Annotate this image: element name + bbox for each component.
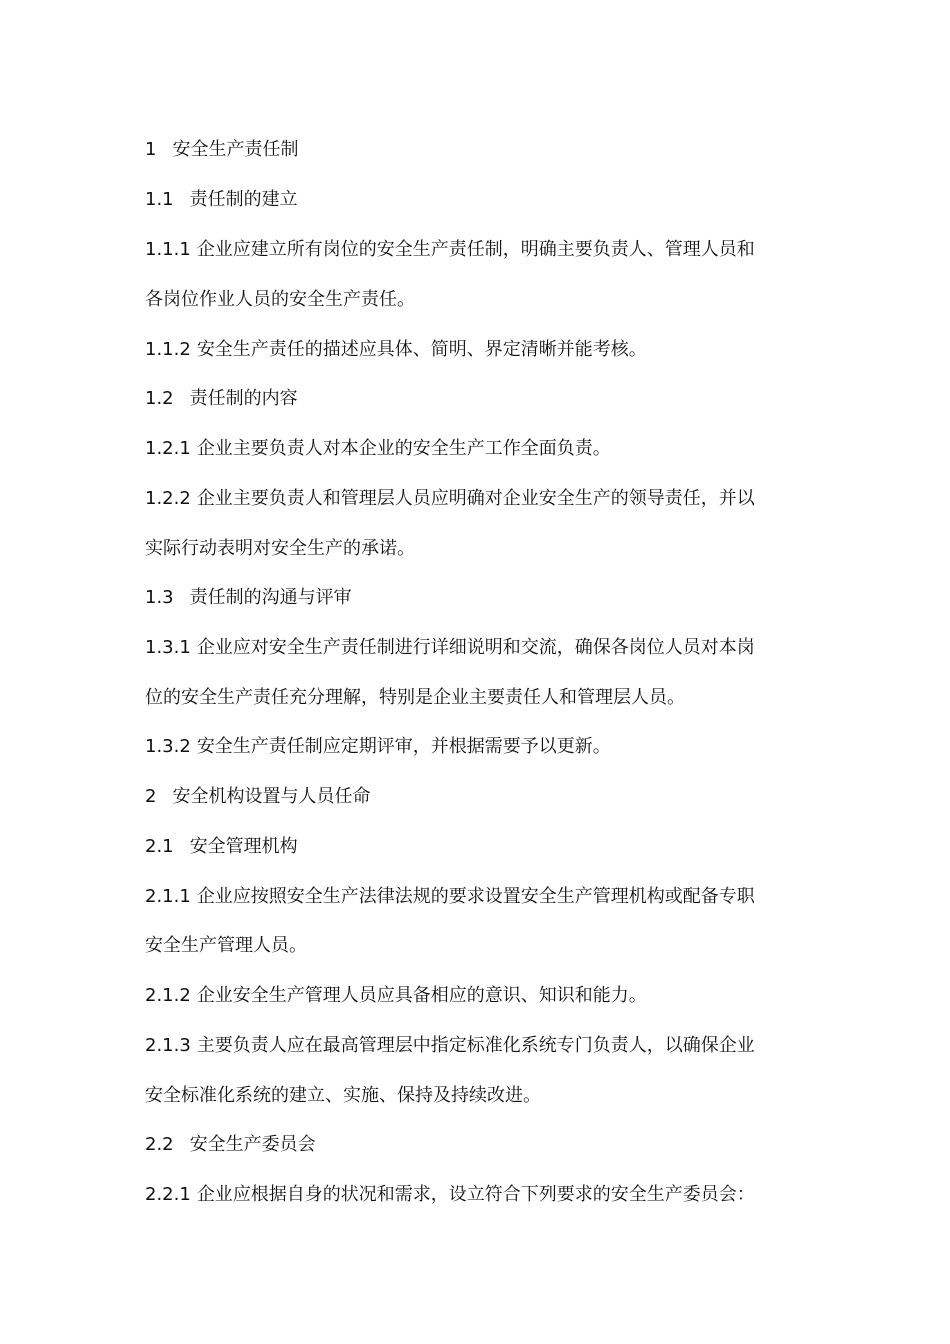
clause-text: 主要负责人应在最高管理层中指定标准化系统专门负责人，以确保企业 <box>196 1035 755 1056</box>
clause-number: 2.1.3 <box>145 1035 191 1056</box>
clause-number: 2.2.1 <box>145 1184 191 1205</box>
clause-text: 安全标准化系统的建立、实施、保持及持续改进。 <box>145 1085 541 1106</box>
clause-continuation <box>145 686 815 710</box>
clause-text: 企业安全生产管理人员应具备相应的意识、知识和能力。 <box>196 985 647 1006</box>
section-heading-1 <box>145 138 815 162</box>
clause-1-2-1 <box>145 437 815 461</box>
clause-text: 企业主要负责人和管理层人员应明确对企业安全生产的领导责任，并以 <box>196 488 755 509</box>
section-number: 1.3 <box>145 587 174 608</box>
clause-text: 安全生产管理人员。 <box>145 935 307 956</box>
clause-number: 1.1.1 <box>145 239 191 260</box>
section-heading-2-1 <box>145 835 815 859</box>
clause-1-1-1 <box>145 238 815 262</box>
section-title: 责任制的建立 <box>189 189 298 210</box>
clause-text: 各岗位作业人员的安全生产责任。 <box>145 289 415 310</box>
clause-1-3-2 <box>145 735 815 759</box>
clause-1-3-1 <box>145 636 815 660</box>
section-heading-1-3 <box>145 586 815 610</box>
clause-number: 1.3.1 <box>145 637 191 658</box>
clause-continuation <box>145 537 815 561</box>
clause-text: 企业应对安全生产责任制进行详细说明和交流，确保各岗位人员对本岗 <box>196 637 755 658</box>
section-number: 1 <box>145 139 157 160</box>
section-number: 1.2 <box>145 388 174 409</box>
section-title: 安全管理机构 <box>189 836 298 857</box>
section-heading-1-1 <box>145 188 815 212</box>
clause-number: 2.1.1 <box>145 886 191 907</box>
clause-number: 1.3.2 <box>145 736 191 757</box>
section-title: 安全生产委员会 <box>189 1134 316 1155</box>
clause-text: 实际行动表明对安全生产的承诺。 <box>145 538 415 559</box>
clause-text: 安全生产责任制应定期评审，并根据需要予以更新。 <box>196 736 611 757</box>
clause-continuation <box>145 1084 815 1108</box>
clause-text: 企业应根据自身的状况和需求，设立符合下列要求的安全生产委员会： <box>196 1184 755 1205</box>
section-heading-2 <box>145 785 815 809</box>
clause-2-2-1 <box>145 1183 815 1207</box>
clause-text: 位的安全生产责任充分理解，特别是企业主要责任人和管理层人员。 <box>145 687 685 708</box>
clause-1-2-2 <box>145 487 815 511</box>
clause-number: 1.2.1 <box>145 438 191 459</box>
section-number: 1.1 <box>145 189 174 210</box>
clause-number: 2.1.2 <box>145 985 191 1006</box>
section-title: 安全生产责任制 <box>172 139 299 160</box>
clause-text: 安全生产责任的描述应具体、简明、界定清晰并能考核。 <box>196 339 647 360</box>
section-number: 2.2 <box>145 1134 174 1155</box>
section-title: 安全机构设置与人员任命 <box>172 786 371 807</box>
clause-text: 企业应按照安全生产法律法规的要求设置安全生产管理机构或配备专职 <box>196 886 755 907</box>
clause-2-1-3 <box>145 1034 815 1058</box>
clause-number: 1.2.2 <box>145 488 191 509</box>
clause-text: 企业主要负责人对本企业的安全生产工作全面负责。 <box>196 438 611 459</box>
section-number: 2.1 <box>145 836 174 857</box>
section-number: 2 <box>145 786 157 807</box>
section-heading-1-2 <box>145 387 815 411</box>
clause-continuation <box>145 288 815 312</box>
section-title: 责任制的沟通与评审 <box>189 587 352 608</box>
clause-1-1-2 <box>145 338 815 362</box>
section-title: 责任制的内容 <box>189 388 298 409</box>
clause-2-1-1 <box>145 885 815 909</box>
clause-2-1-2 <box>145 984 815 1008</box>
clause-number: 1.1.2 <box>145 339 191 360</box>
clause-text: 企业应建立所有岗位的安全生产责任制，明确主要负责人、管理人员和 <box>196 239 755 260</box>
section-heading-2-2 <box>145 1133 815 1157</box>
clause-continuation <box>145 934 815 958</box>
